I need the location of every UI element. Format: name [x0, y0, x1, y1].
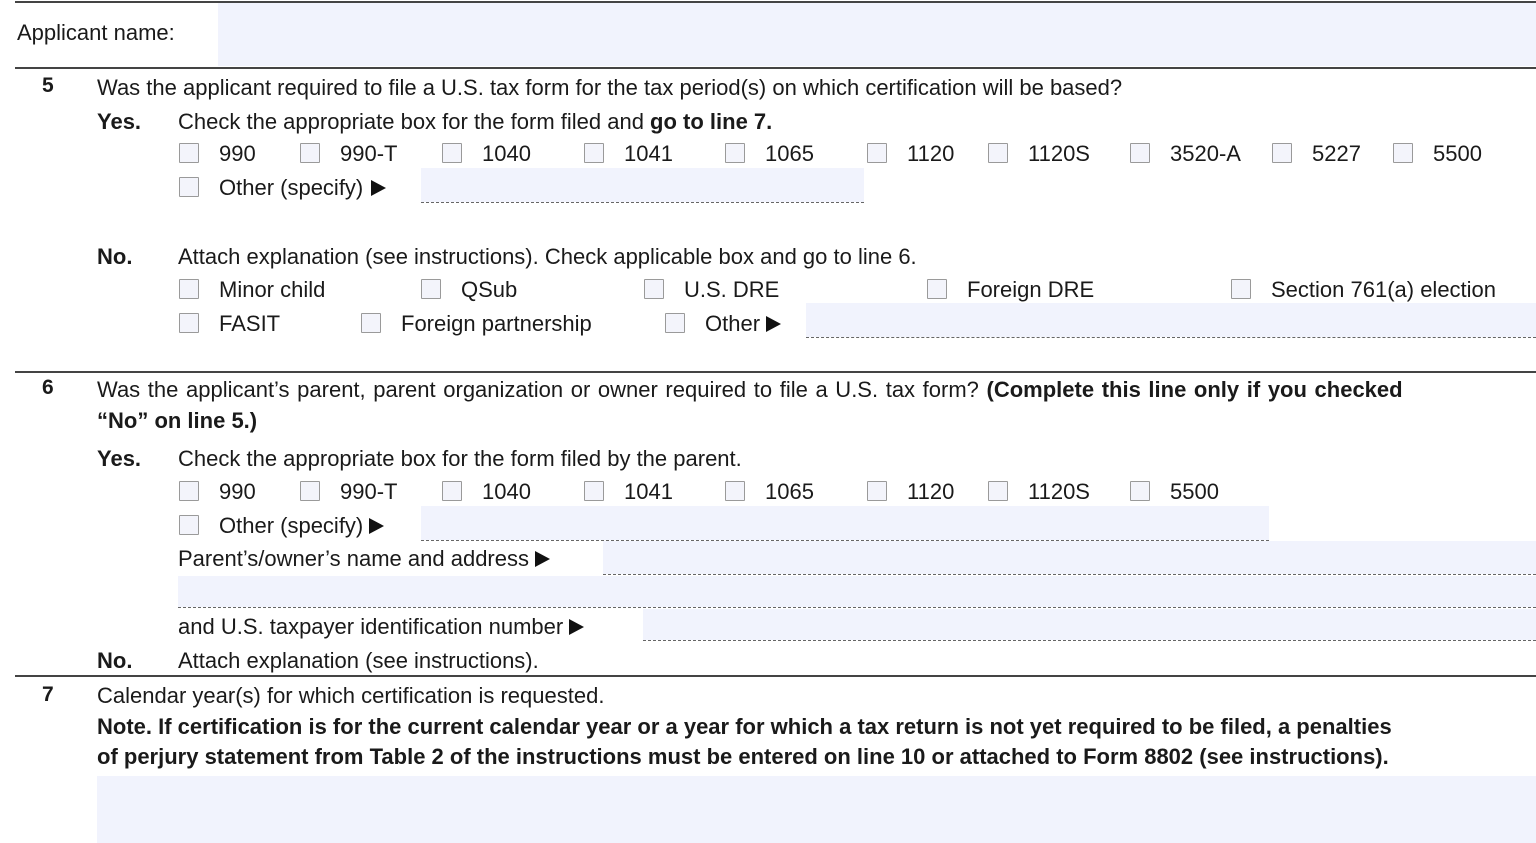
line-6-question: [97, 377, 1403, 403]
line-7-number: 7: [42, 683, 54, 706]
label-foreign-dre: Foreign DRE: [967, 277, 1095, 302]
line-7-question: Calendar year(s) for which certification is requested.: [97, 683, 605, 708]
checkbox-1065[interactable]: [725, 143, 745, 163]
parent-checkbox-990[interactable]: [179, 481, 199, 501]
parent-checkbox-1041[interactable]: [584, 481, 604, 501]
checkbox-1041[interactable]: [584, 143, 604, 163]
checkbox-990-t[interactable]: [300, 143, 320, 163]
other-specify-underline: [421, 202, 864, 203]
checkbox-foreign-dre[interactable]: [927, 279, 947, 299]
line-5-question: Was the applicant required to file a U.S. tax form for the tax period(s) on which certification will be based?: [97, 75, 1123, 100]
other-specify-field[interactable]: [421, 168, 864, 202]
parent-label-1041: 1041: [624, 479, 673, 504]
checkbox-5500[interactable]: [1393, 143, 1413, 163]
line-5-yes-label: Yes.: [97, 109, 142, 134]
tin-label: [178, 614, 584, 640]
parent-label-990: 990: [219, 479, 256, 504]
checkbox-1120[interactable]: [867, 143, 887, 163]
tin-field[interactable]: [643, 609, 1536, 640]
line-5-no-label: No.: [97, 244, 133, 269]
parent-checkbox-1040[interactable]: [442, 481, 462, 501]
label-1120: 1120: [907, 141, 955, 166]
parent-label-1120: 1120: [907, 479, 955, 504]
label-foreign-partnership: Foreign partnership: [401, 311, 592, 336]
label-3520-a: 3520-A: [1170, 141, 1241, 166]
label-5227: 5227: [1312, 141, 1361, 166]
label-other-specify: [219, 175, 386, 201]
arrow-right-icon: [766, 316, 781, 332]
parent-checkbox-1120s[interactable]: [988, 481, 1008, 501]
parent-label-1065: 1065: [765, 479, 814, 504]
checkbox-minor-child[interactable]: [179, 279, 199, 299]
calendar-years-field[interactable]: [97, 776, 1536, 843]
checkbox-foreign-partnership[interactable]: [361, 313, 381, 333]
divider-line6: [15, 371, 1536, 373]
parent-checkbox-5500[interactable]: [1130, 481, 1150, 501]
label-no-other: [705, 311, 781, 337]
no-other-underline: [806, 337, 1536, 338]
label-5500: 5500: [1433, 141, 1482, 166]
checkbox-other-specify[interactable]: [179, 177, 199, 197]
checkbox-1120s[interactable]: [988, 143, 1008, 163]
parent-label-1120s: 1120S: [1028, 479, 1090, 504]
label-990: 990: [219, 141, 256, 166]
parent-label-1040: 1040: [482, 479, 531, 504]
label-fasit: FASIT: [219, 311, 281, 336]
no-other-text: Other: [705, 311, 761, 336]
parent-label-5500: 5500: [1170, 479, 1219, 504]
label-minor-child: Minor child: [219, 277, 326, 302]
label-1040: 1040: [482, 141, 531, 166]
label-1041: 1041: [624, 141, 673, 166]
applicant-name-field[interactable]: [218, 3, 1536, 66]
line-6-number: 6: [42, 376, 54, 399]
label-1065: 1065: [765, 141, 814, 166]
parent-checkbox-1120[interactable]: [867, 481, 887, 501]
parent-name-text: Parent’s/owner’s name and address: [178, 546, 529, 571]
parent-name-underline: [603, 574, 1536, 575]
checkbox-5227[interactable]: [1272, 143, 1292, 163]
line-5-number: 5: [42, 74, 54, 97]
label-qsub: QSub: [461, 277, 518, 302]
parent-name-field[interactable]: [603, 541, 1536, 574]
line-6-yes-label: Yes.: [97, 446, 142, 471]
checkbox-no-other[interactable]: [665, 313, 685, 333]
line-5-no-instruction: Attach explanation (see instructions). Check applicable box and go to line 6.: [178, 244, 917, 269]
line-6-yes-instruction: Check the appropriate box for the form filed by the parent.: [178, 446, 742, 471]
tin-text: and U.S. taxpayer identification number: [178, 614, 564, 639]
divider-line5: [15, 67, 1536, 69]
arrow-right-icon: [569, 619, 584, 635]
line-5-yes-instruction: [178, 109, 772, 135]
line-6-no-instruction: Attach explanation (see instructions).: [178, 648, 539, 673]
divider-line7: [15, 675, 1536, 677]
checkbox-us-dre[interactable]: [644, 279, 664, 299]
line-6-question-text: Was the applicant’s parent, parent organization or owner required to file a U.S. tax form?: [97, 377, 987, 402]
line-6-no-label: No.: [97, 648, 133, 673]
checkbox-fasit[interactable]: [179, 313, 199, 333]
tin-underline: [643, 640, 1536, 641]
applicant-name-label: Applicant name:: [17, 20, 175, 45]
parent-label-990-t: 990-T: [340, 479, 398, 504]
label-990-t: 990-T: [340, 141, 398, 166]
parent-name-label: [178, 546, 550, 572]
line-6-question-bold-cont: “No” on line 5.): [97, 408, 258, 433]
parent-label-other-specify: [219, 513, 384, 539]
label-section-761a: Section 761(a) election: [1271, 277, 1497, 302]
label-us-dre: U.S. DRE: [684, 277, 780, 302]
parent-checkbox-1065[interactable]: [725, 481, 745, 501]
parent-address-field[interactable]: [178, 576, 1536, 607]
line-6-question-bold: (Complete this line only if you checked: [986, 377, 1403, 402]
checkbox-1040[interactable]: [442, 143, 462, 163]
parent-other-specify-field[interactable]: [421, 506, 1269, 540]
parent-other-specify-text: Other (specify): [219, 513, 364, 538]
arrow-right-icon: [535, 551, 550, 567]
checkbox-section-761a[interactable]: [1231, 279, 1251, 299]
label-1120s: 1120S: [1028, 141, 1090, 166]
checkbox-990[interactable]: [179, 143, 199, 163]
no-other-field[interactable]: [806, 303, 1536, 337]
yes-instruction-text: Check the appropriate box for the form filed and: [178, 109, 651, 134]
other-specify-text: Other (specify): [219, 175, 364, 200]
arrow-right-icon: [371, 180, 386, 196]
parent-checkbox-990-t[interactable]: [300, 481, 320, 501]
line-7-note-1: Note. If certification is for the current calendar year or a year for which a tax return is not yet required to be filed, a penalties: [97, 714, 1392, 739]
goto-line-7: go to line 7.: [650, 109, 773, 134]
parent-checkbox-other-specify[interactable]: [179, 515, 199, 535]
arrow-right-icon: [369, 518, 384, 534]
line-7-note-2: of perjury statement from Table 2 of the instructions must be entered on line 10 or attached to Form 8802 (see instructions).: [97, 744, 1389, 769]
checkbox-qsub[interactable]: [421, 279, 441, 299]
parent-address-underline: [178, 607, 1536, 608]
checkbox-3520-a[interactable]: [1130, 143, 1150, 163]
